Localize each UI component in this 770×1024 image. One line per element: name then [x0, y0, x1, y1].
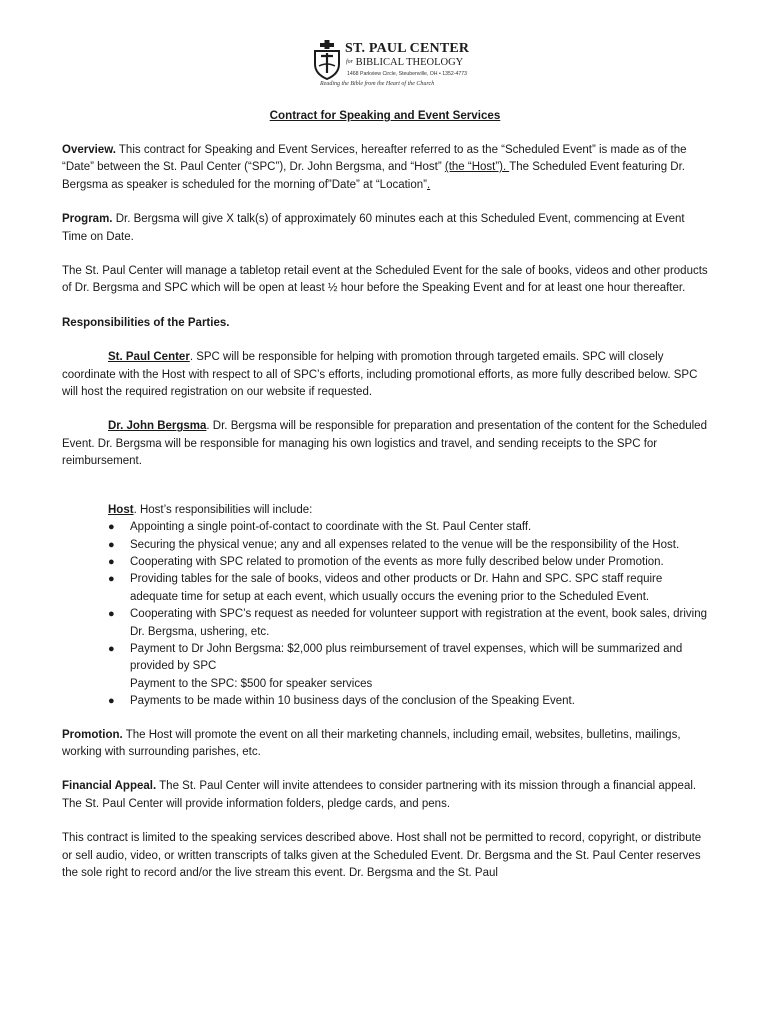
- bullet-icon: ●: [108, 642, 115, 655]
- list-item: ● Securing the physical venue; any and all expenses related to the venue will be the responsibility of the Host.: [62, 537, 708, 554]
- spc-responsibilities: St. Paul Center. SPC will be responsible for helping with promotion through targeted emails. SPC will closely coordinate with the Host with respect to all of SPC’s efforts, including promotional efforts, as more fully described below. SPC will host the required registration on our website if requested.: [62, 351, 698, 399]
- contract-body: [62, 107, 708, 882]
- logo-address: 1468 Parkview Circle, Steubenville, OH • 1352-4773: [347, 71, 468, 77]
- program-paragraph: Program. Dr. Bergsma will give X talk(s) of approximately 60 minutes each at this Scheduled Event, commencing at Event Time on Date.: [62, 213, 685, 243]
- host-responsibilities-list: [62, 519, 708, 710]
- bullet-icon: ●: [108, 555, 115, 568]
- st-paul-center-logo: [312, 38, 470, 92]
- bullet-icon: ●: [108, 521, 115, 534]
- host-responsibilities-heading: Host. Host’s responsibilities will include:: [108, 503, 313, 516]
- recording-limits-paragraph: This contract is limited to the speaking services described above. Host shall not be permitted to record, copyright, or distribute or sell audio, video, or written transcripts of talks given at the Scheduled Event. Dr. Bergsma and the St. Paul Center reserves the sole right to record and/or the live stream this event. Dr. Bergsma and the St. Paul: [62, 832, 702, 879]
- overview-paragraph: Overview. This contract for Speaking and Event Services, hereafter referred to as the “Scheduled Event” is made as of the “Date” between the St. Paul Center (“SPC”), Dr. John Bergsma, and “Host” (the “Host”). The Scheduled Event featuring Dr. Bergsma as speaker is scheduled for the morning of”Date” at “Location”.: [62, 144, 687, 191]
- bergsma-responsibilities: Dr. John Bergsma. Dr. Bergsma will be responsible for preparation and presentation of the content for the Scheduled Event. Dr. Bergsma will be responsible for managing his own logistics and travel, and sending receipts to the SPC for reimbursement.: [62, 420, 707, 468]
- financial-appeal-paragraph: Financial Appeal. The St. Paul Center will invite attendees to consider partnering with its mission through a financial appeal. The St. Paul Center will provide information folders, pledge cards, and pens.: [62, 780, 697, 810]
- list-item: ● Cooperating with SPC related to promotion of the events as more fully described below under Promotion.: [62, 554, 708, 571]
- list-item: ● Appointing a single point-of-contact to coordinate with the St. Paul Center staff.: [62, 519, 708, 536]
- contract-title: Contract for Speaking and Event Services: [269, 109, 501, 122]
- responsibilities-heading: Responsibilities of the Parties.: [62, 316, 230, 329]
- list-item: ● Providing tables for the sale of books, videos and other products or Dr. Hahn and SPC. SPC staff require adequate time for setup at each event, which usually occurs the evening prior to the Scheduled Event.: [108, 573, 663, 603]
- promotion-paragraph: Promotion. The Host will promote the event on all their marketing channels, including email, websites, bulletins, mailings, working with surrounding parishes, etc.: [62, 728, 681, 758]
- retail-paragraph: The St. Paul Center will manage a tabletop retail event at the Scheduled Event for the sale of books, videos and other products of Dr. Bergsma and SPC which will be open at least ½ hour before the Speaking Event and for at least one hour thereafter.: [62, 265, 708, 295]
- logo-tagline: Reading the Bible from the Heart of the Church: [320, 81, 435, 87]
- payment-spc: Payment to the SPC: $500 for speaker services: [130, 677, 373, 690]
- logo-name: ST. PAUL CENTER: [345, 41, 470, 56]
- cross-emblem-icon: [312, 40, 342, 80]
- bullet-icon: ●: [108, 538, 115, 551]
- logo-subtitle: for BIBLICAL THEOLOGY: [346, 57, 464, 68]
- list-item: ● Payment to Dr John Bergsma: $2,000 plus reimbursement of travel expenses, which will be summarized and provided by SPC Payment to the SPC: $500 for speaker services: [108, 642, 683, 690]
- list-item: ● Cooperating with SPC’s request as needed for volunteer support with registration at the event, book sales, driving Dr. Bergsma, ushering, etc.: [108, 608, 708, 638]
- list-item: ● Payments to be made within 10 business days of the conclusion of the Speaking Event.: [62, 693, 708, 710]
- bullet-icon: ●: [108, 573, 115, 586]
- bullet-icon: ●: [108, 608, 115, 621]
- bullet-icon: ●: [108, 695, 115, 708]
